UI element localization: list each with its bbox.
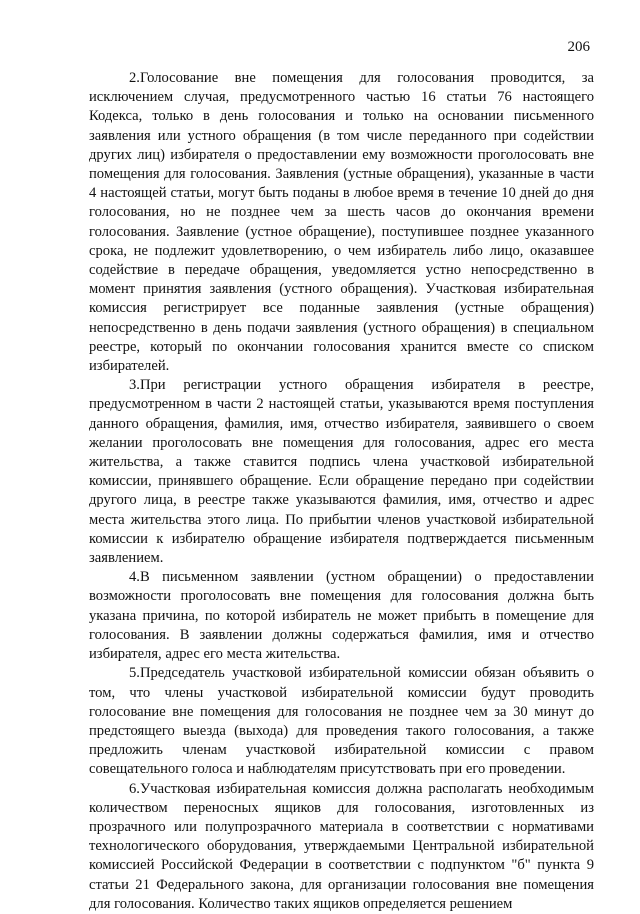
document-body xyxy=(89,69,594,914)
paragraph-6: 6.Участковая избирательная комиссия должна располагать необходимым количеством переносных ящиков для голосования, изготовленных из прозрачного или полупрозрачного материала в соответствии с нормативами технологического оборудования, утверждаемыми Центральной избирательной комиссией Российской Федерации в соответствии с подпунктом "б" пункта 9 статьи 21 Федерального закона, для организации голосования вне помещения для голосования. Количество таких ящиков определяется решением xyxy=(89,780,594,912)
paragraph-3: 3.При регистрации устного обращения избирателя в реестре, предусмотренном в части 2 настоящей статьи, указываются время поступления данного обращения, фамилия, имя, отчество избирателя, заявившего о своем желании проголосовать вне помещения для голосования, адрес его места жительства, а также ставится подпись члена участковой избирательной комиссии, принявшего обращение. Если обращение передано при содействии другого лица, в реестре также указываются фамилия, имя, отчество и адрес места жительства этого лица. По прибытии членов участковой избирательной комиссии к избирателю обращение избирателя подтверждается письменным заявлением. xyxy=(89,377,594,567)
paragraph-4: 4.В письменном заявлении (устном обращении) о предоставлении возможности проголосовать вне помещения для голосования должна быть указана причина, по которой избиратель не может прибыть в помещение для голосования. В заявлении должны содержаться фамилия, имя и отчество избирателя, адрес его места жительства. xyxy=(89,569,594,663)
paragraph-2: 2.Голосование вне помещения для голосования проводится, за исключением случая, предусмотренного частью 16 статьи 76 настоящего Кодекса, только в день голосования и только на основании письменного заявления или устного обращения (в том числе переданного при содействии других лиц) избирателя о предоставлении ему возможности проголосовать вне помещения для голосования. Заявления (устные обращения), указанные в части 4 настоящей статьи, могут быть поданы в любое время в течение 10 дней до дня голосования, но не позднее чем за шесть часов до окончания времени голосования. Заявление (устное обращение), поступившее позднее указанного срока, не подлежит удовлетворению, о чем избиратель либо лицо, оказавшее содействие в передаче обращения, уведомляется устно непосредственно в момент принятия заявления (устного обращения). Участковая избирательная комиссия регистрирует все поданные заявления (устные обращения) непосредственно в день подачи заявления (устного обращения) в специальном реестре, который по окончании голосования хранится вместе со списком избирателей. xyxy=(89,70,594,375)
paragraph-5: 5.Председатель участковой избирательной комиссии обязан объявить о том, что члены участковой избирательной комиссии будут проводить голосование вне помещения для голосования не позднее чем за 30 минут до предстоящего выезда (выхода) для проведения такого голосования, а также предложить членам участковой избирательной комиссии с правом совещательного голоса и наблюдателям присутствовать при его проведении. xyxy=(89,665,594,778)
page-number: 206 xyxy=(567,39,590,55)
